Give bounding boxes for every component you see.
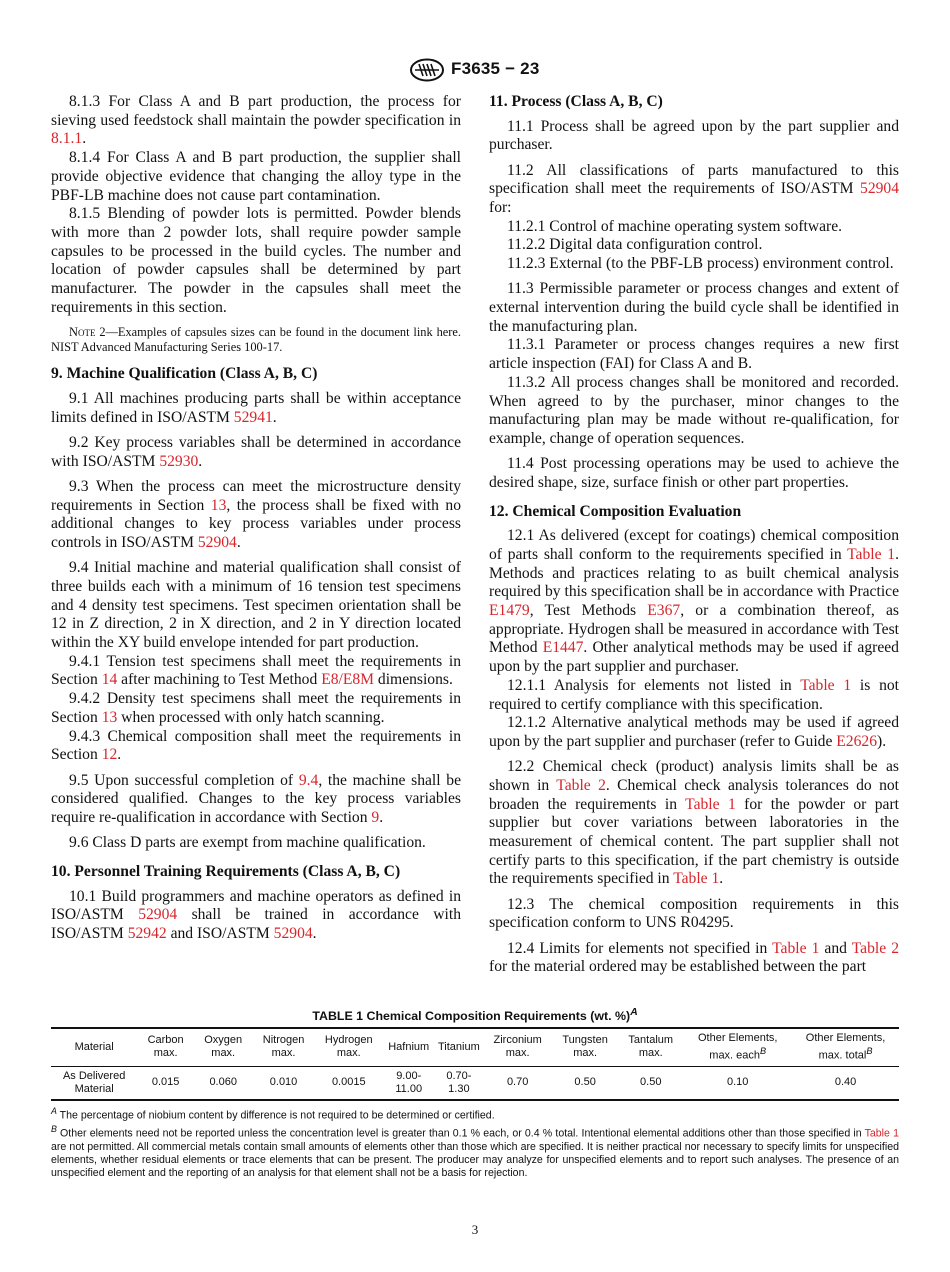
link-table-1-a[interactable]: Table 1	[847, 545, 896, 563]
paragraph-9-4: 9.4 Initial machine and material qualification shall consist of three builds each with a minimum of 16 tension test specimens and 4 density test specimens. Test specimen orientation shall be 12 in Z direction, 2 in X direction, and 2 in Y direction located within the XY build envelope intended for part production.	[51, 559, 461, 652]
link-table-1-d[interactable]: Table 1	[673, 870, 720, 888]
table-cell: 0.0015	[331, 1076, 366, 1089]
col-header: Carbon max.	[147, 1034, 184, 1060]
col-header: Other Elements, max. total$^B$	[805, 1032, 886, 1062]
paragraph-11-1: 11.1 Process shall be agreed upon by the part supplier and purchaser.	[489, 117, 899, 154]
paragraph-9-4-1: 9.4.1 Tension test specimens shall meet the requirements in Section 14 after machining to Test Method E8/E8M dimensions.	[51, 652, 461, 689]
paragraph-11-2-3: 11.2.3 External (to the PBF-LB process) environment control.	[507, 255, 894, 273]
link-section-13b[interactable]: 13	[101, 708, 118, 726]
col-header: Zirconium max.	[493, 1034, 542, 1060]
table-cell: As Delivered Material	[62, 1069, 126, 1095]
col-header: Nitrogen max.	[262, 1034, 305, 1060]
table-cell: 0.010	[269, 1076, 298, 1089]
paragraph-8-1-4: 8.1.4 For Class A and B part production, the supplier shall provide objective evidence that changing the alloy type in the PBF-LB machine does not cause part contamination.	[51, 149, 461, 204]
link-table-2-b[interactable]: Table 2	[851, 939, 899, 957]
paragraph-9-2: 9.2 Key process variables shall be determined in accordance with ISO/ASTM 52930.	[51, 434, 461, 470]
col-header: Material	[74, 1040, 114, 1053]
page-header	[0, 58, 950, 82]
link-table-1-f[interactable]: Table 1	[864, 1127, 899, 1140]
table-row	[51, 1066, 899, 1100]
col-header: Tantalum max.	[628, 1034, 674, 1060]
link-table-1-c[interactable]: Table 1	[685, 795, 736, 813]
col-header: Tungsten max.	[562, 1034, 608, 1060]
paragraph-9-3: 9.3 When the process can meet the microstructure density requirements in Section 13, the process shall be fixed with no additional changes to key process variables under process controls in ISO/ASTM 52904.	[51, 477, 461, 552]
table-1-title: TABLE 1 Chemical Composition Requirements (wt. %)$^A$	[312, 1007, 638, 1024]
link-e1447[interactable]: E1447	[542, 639, 584, 657]
paragraph-11-4: 11.4 Post processing operations may be used to achieve the desired shape, size, surface finish or other part properties.	[489, 455, 899, 491]
link-8-1-1[interactable]: 8.1.1	[51, 130, 83, 148]
link-52930[interactable]: 52930	[159, 452, 199, 470]
paragraph-11-3-1: 11.3.1 Parameter or process changes requires a new first article inspection (FAI) for Class A and B.	[489, 336, 899, 373]
paragraph-8-1-3: 8.1.3 For Class A and B part production, the process for sieving used feedstock shall maintain the powder specification in 8.1.1.	[51, 93, 461, 148]
link-section-9[interactable]: 9	[371, 808, 380, 826]
link-table-2-a[interactable]: Table 2	[556, 776, 606, 794]
col-header: Oxygen max.	[204, 1034, 243, 1060]
link-52941[interactable]: 52941	[233, 408, 273, 426]
footnote-a: $^A$ The percentage of niobium content by difference is not required to be determined or certified.	[51, 1105, 495, 1122]
section-11-heading: 11. Process (Class A, B, C)	[489, 93, 663, 110]
paragraph-9-4-3: 9.4.3 Chemical composition shall meet the requirements in Section 12.	[51, 727, 461, 764]
col-header: Hafnium	[388, 1040, 430, 1053]
section-10-heading: 10. Personnel Training Requirements (Class A, B, C)	[51, 862, 401, 880]
paragraph-8-1-5: 8.1.5 Blending of powder lots is permitted. Powder blends with more than 2 powder lots, shall require powder sample capsules to be processed in the build cycles. The number and location of powder capsules shall be determined by part manufacturer. The powder in the capsules shall meet the requirements in this section.	[51, 205, 461, 316]
page-number: 3	[471, 1222, 479, 1237]
link-section-14[interactable]: 14	[101, 671, 118, 689]
section-9-heading: 9. Machine Qualification (Class A, B, C)	[51, 365, 318, 383]
paragraph-12-1-2: 12.1.2 Alternative analytical methods may be used if agreed upon by the part supplier and purchaser (refer to Guide E2626).	[489, 714, 899, 750]
link-table-1-b[interactable]: Table 1	[800, 676, 852, 694]
link-section-13[interactable]: 13	[210, 496, 227, 514]
link-52904-c[interactable]: 52904	[860, 180, 899, 198]
table-cell: 0.50	[574, 1076, 596, 1089]
paragraph-12-1-1: 12.1.1 Analysis for elements not listed in Table 1 is not required to certify compliance with this specification.	[489, 676, 900, 713]
table-header-row	[51, 1028, 899, 1066]
note-2: Note 2—Examples of capsules sizes can be found in the document link here. NIST Advanced Manufacturing Series 100-17.	[51, 325, 461, 355]
link-52904[interactable]: 52904	[197, 534, 237, 552]
table-cell: 9.00-11.00	[395, 1069, 423, 1095]
section-12-heading: 12. Chemical Composition Evaluation	[489, 502, 742, 520]
link-52904-a[interactable]: 52904	[138, 906, 178, 924]
paragraph-11-3: 11.3 Permissible parameter or process changes and extent of external intervention during the build cycle shall be identified in the manufacturing plan.	[489, 280, 899, 335]
paragraph-12-2: 12.2 Chemical check (product) analysis limits shall be as shown in Table 2. Chemical check analysis tolerances do not broaden the requirements in Table 1 for the powder or part supplier but cover variations between laboratories in the measurement of chemical content. The part supplier shall not certify parts to this specification, if the part chemistry is outside the requirements specified in Table 1.	[489, 758, 900, 888]
chemical-composition-table	[51, 1027, 899, 1101]
link-9-4[interactable]: 9.4	[298, 771, 319, 789]
link-e2626[interactable]: E2626	[836, 733, 877, 750]
table-cell: 0.50	[640, 1076, 662, 1089]
paragraph-9-4-2: 9.4.2 Density test specimens shall meet the requirements in Section 13 when processed with only hatch scanning.	[51, 690, 461, 726]
col-header: Hydrogen max.	[324, 1034, 373, 1060]
link-e8-e8m[interactable]: E8/E8M	[321, 671, 375, 689]
col-header: Titanium	[437, 1040, 480, 1053]
link-e367[interactable]: E367	[647, 602, 681, 620]
paragraph-11-2-2: 11.2.2 Digital data configuration control.	[507, 236, 763, 254]
paragraph-12-3: 12.3 The chemical composition requirements in this specification conform to UNS R04295.	[489, 895, 899, 932]
table-cell: 0.70	[506, 1076, 529, 1089]
link-table-1-e[interactable]: Table 1	[772, 939, 820, 957]
table-cell: 0.70-1.30	[446, 1069, 472, 1095]
paragraph-9-1: 9.1 All machines producing parts shall be within acceptance limits defined in ISO/ASTM 52941.	[51, 390, 461, 426]
left-column	[51, 93, 461, 944]
standard-designation: F3635 − 23	[451, 59, 540, 78]
paragraph-11-2: 11.2 All classifications of parts manufactured to this specification shall meet the requirements of ISO/ASTM 52904 for:	[489, 161, 899, 217]
link-52942[interactable]: 52942	[127, 924, 167, 942]
table-1	[51, 1007, 899, 1181]
table-cell: 0.015	[151, 1076, 180, 1089]
paragraph-11-2-1: 11.2.1 Control of machine operating system software.	[507, 217, 843, 235]
link-e1479[interactable]: E1479	[489, 602, 530, 620]
footnote-b: $^B$ Other elements need not be reported unless the concentration level is greater than 0.1 % each, or 0.4 % total. Intentional elemental additions other than those specified in Table 1 are not permitted. All commercial metals contain small amounts of elements other than those which are specified. It is neither practical nor necessary to specify limits for unspecified elements, whether residual elements or trace elements that can be present. The producer may analyze for unspecified elements and to report such analyses. The presence of an unspecified element and the reporting of an analysis for that element shall not be a basis for rejection.	[51, 1123, 899, 1180]
col-header: Other Elements, max. each$^B$	[697, 1032, 778, 1062]
link-section-12[interactable]: 12	[101, 746, 118, 764]
astm-logo-icon	[409, 58, 445, 82]
paragraph-10-1: 10.1 Build programmers and machine operators as defined in ISO/ASTM 52904 shall be trained in accordance with ISO/ASTM 52942 and ISO/ASTM 52904.	[51, 887, 461, 942]
paragraph-9-6: 9.6 Class D parts are exempt from machine qualification.	[69, 834, 426, 852]
table-cell: 0.060	[209, 1076, 237, 1089]
table-cell: 0.40	[834, 1076, 857, 1089]
paragraph-12-1: 12.1 As delivered (except for coatings) chemical composition of parts shall conform to the requirements specified in Table 1. Methods and practices relating to as built chemical analysis required by this specification shall be in accordance with Practice E1479, Test Methods E367, or a combination thereof, as appropriate. Hydrogen shall be measured in accordance with Test Method E1447. Other analytical methods may be used if agreed upon by the part supplier and purchaser.	[489, 527, 899, 676]
right-column	[489, 93, 899, 977]
paragraph-9-5: 9.5 Upon successful completion of 9.4, the machine shall be considered qualified. Changes to the key process variables require re-qualification in accordance with Section 9.	[51, 771, 461, 826]
link-52904-b[interactable]: 52904	[273, 924, 313, 942]
paragraph-11-3-2: 11.3.2 All process changes shall be monitored and recorded. When agreed to by the purchaser, minor changes to the manufacturing plan may be made without re-qualification, for example, change of operation sequences.	[489, 373, 899, 447]
paragraph-12-4: 12.4 Limits for elements not specified in Table 1 and Table 2 for the material ordered may be established between the part	[489, 939, 899, 976]
table-cell: 0.10	[727, 1076, 749, 1089]
table-footnotes	[51, 1105, 899, 1181]
